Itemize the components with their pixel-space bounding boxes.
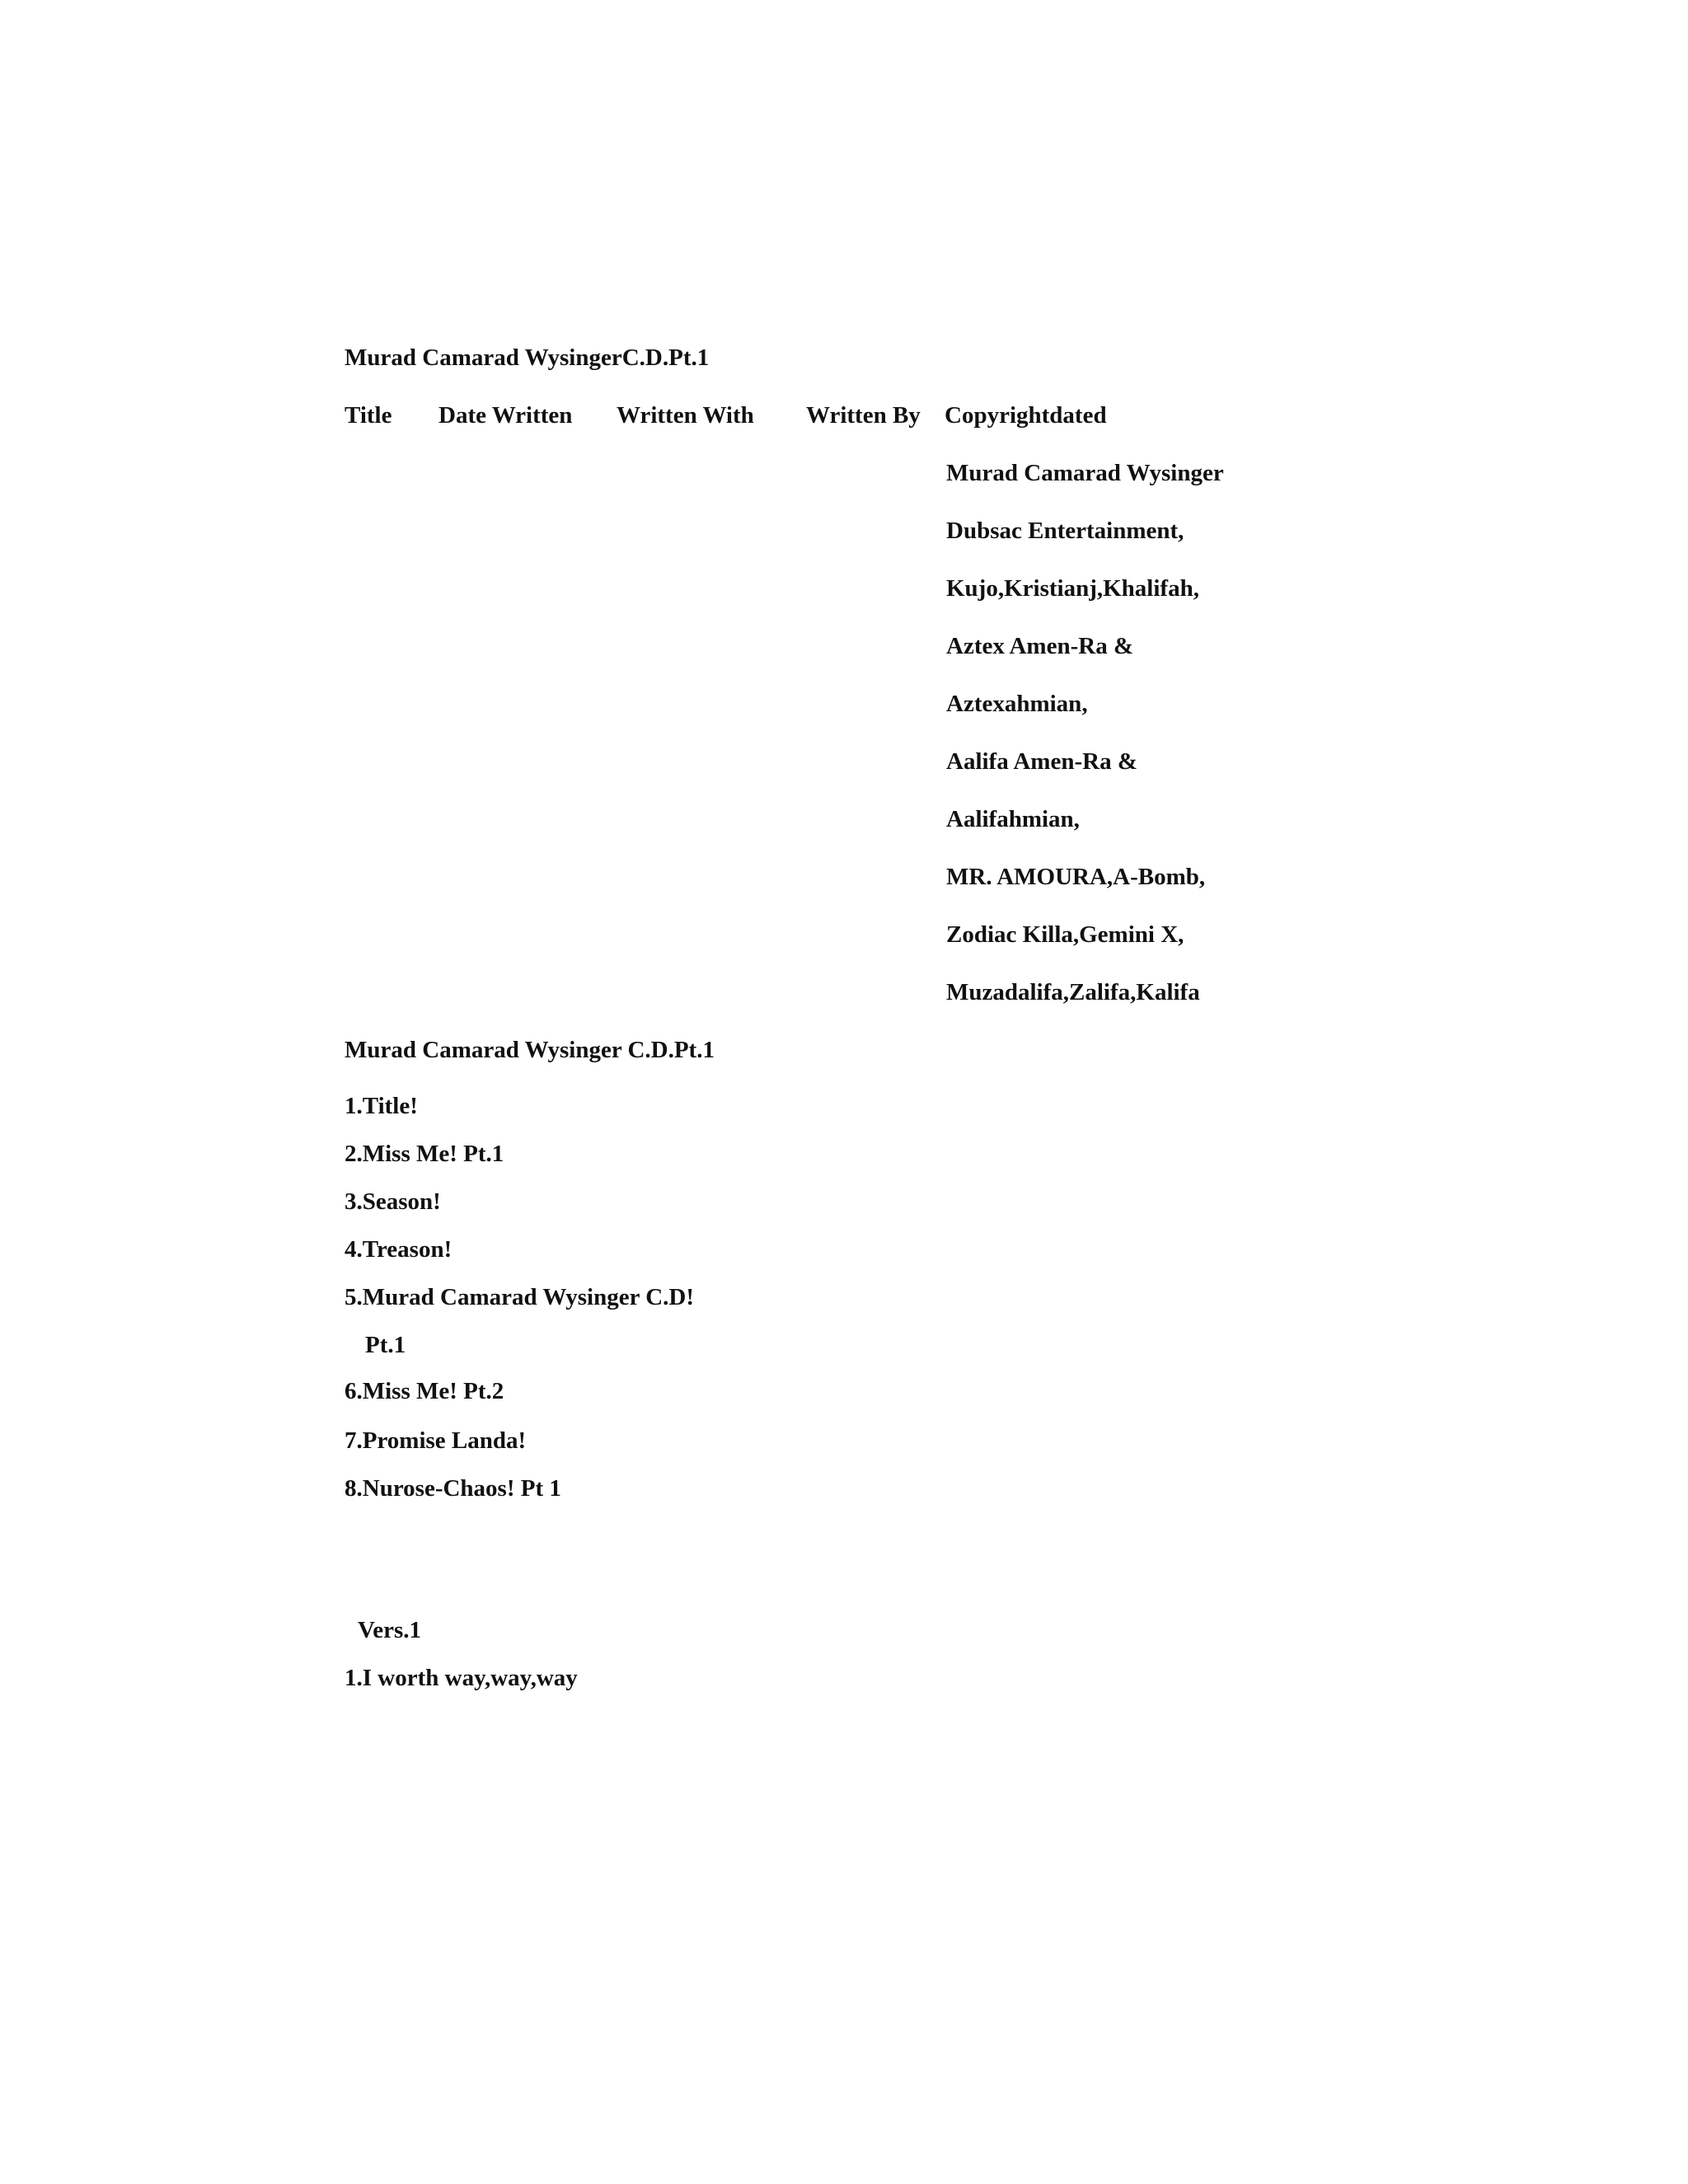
- track-item: 5.Murad Camarad Wysinger C.D!: [345, 1284, 694, 1310]
- document-title: Murad Camarad WysingerC.D.Pt.1: [345, 344, 710, 371]
- tracklist-title: Murad Camarad Wysinger C.D.Pt.1: [345, 1037, 715, 1063]
- credit-line: Kujo,Kristianj,Khalifah,: [946, 575, 1199, 602]
- column-header-written-with: Written With: [617, 402, 754, 429]
- track-item: 6.Miss Me! Pt.2: [345, 1378, 504, 1404]
- track-item: 3.Season!: [345, 1188, 441, 1215]
- credit-line: Zodiac Killa,Gemini X,: [946, 921, 1184, 948]
- credit-line: Muzadalifa,Zalifa,Kalifa: [946, 979, 1200, 1005]
- track-item: 8.Nurose-Chaos! Pt 1: [345, 1475, 561, 1502]
- column-header-date-written: Date Written: [438, 402, 573, 429]
- track-item: 7.Promise Landa!: [345, 1427, 527, 1454]
- credit-line: Dubsac Entertainment,: [946, 518, 1184, 544]
- column-header-written-by: Written By: [806, 402, 921, 429]
- column-header-title: Title: [345, 402, 392, 429]
- credit-line: MR. AMOURA,A-Bomb,: [946, 864, 1206, 890]
- credit-line: Murad Camarad Wysinger: [946, 460, 1224, 486]
- credit-line: Aalifa Amen-Ra &: [946, 748, 1137, 775]
- credit-line: Aztex Amen-Ra &: [946, 633, 1134, 659]
- track-item: 2.Miss Me! Pt.1: [345, 1141, 504, 1167]
- verse-line: 1.I worth way,way,way: [345, 1665, 578, 1691]
- track-item-continuation: Pt.1: [365, 1332, 406, 1358]
- track-item: 4.Treason!: [345, 1236, 452, 1263]
- credit-line: Aztexahmian,: [946, 691, 1088, 717]
- track-item: 1.Title!: [345, 1093, 418, 1119]
- column-header-copyright: Copyrightdated: [945, 402, 1107, 429]
- credit-line: Aalifahmian,: [946, 806, 1080, 832]
- verse-heading: Vers.1: [358, 1617, 422, 1643]
